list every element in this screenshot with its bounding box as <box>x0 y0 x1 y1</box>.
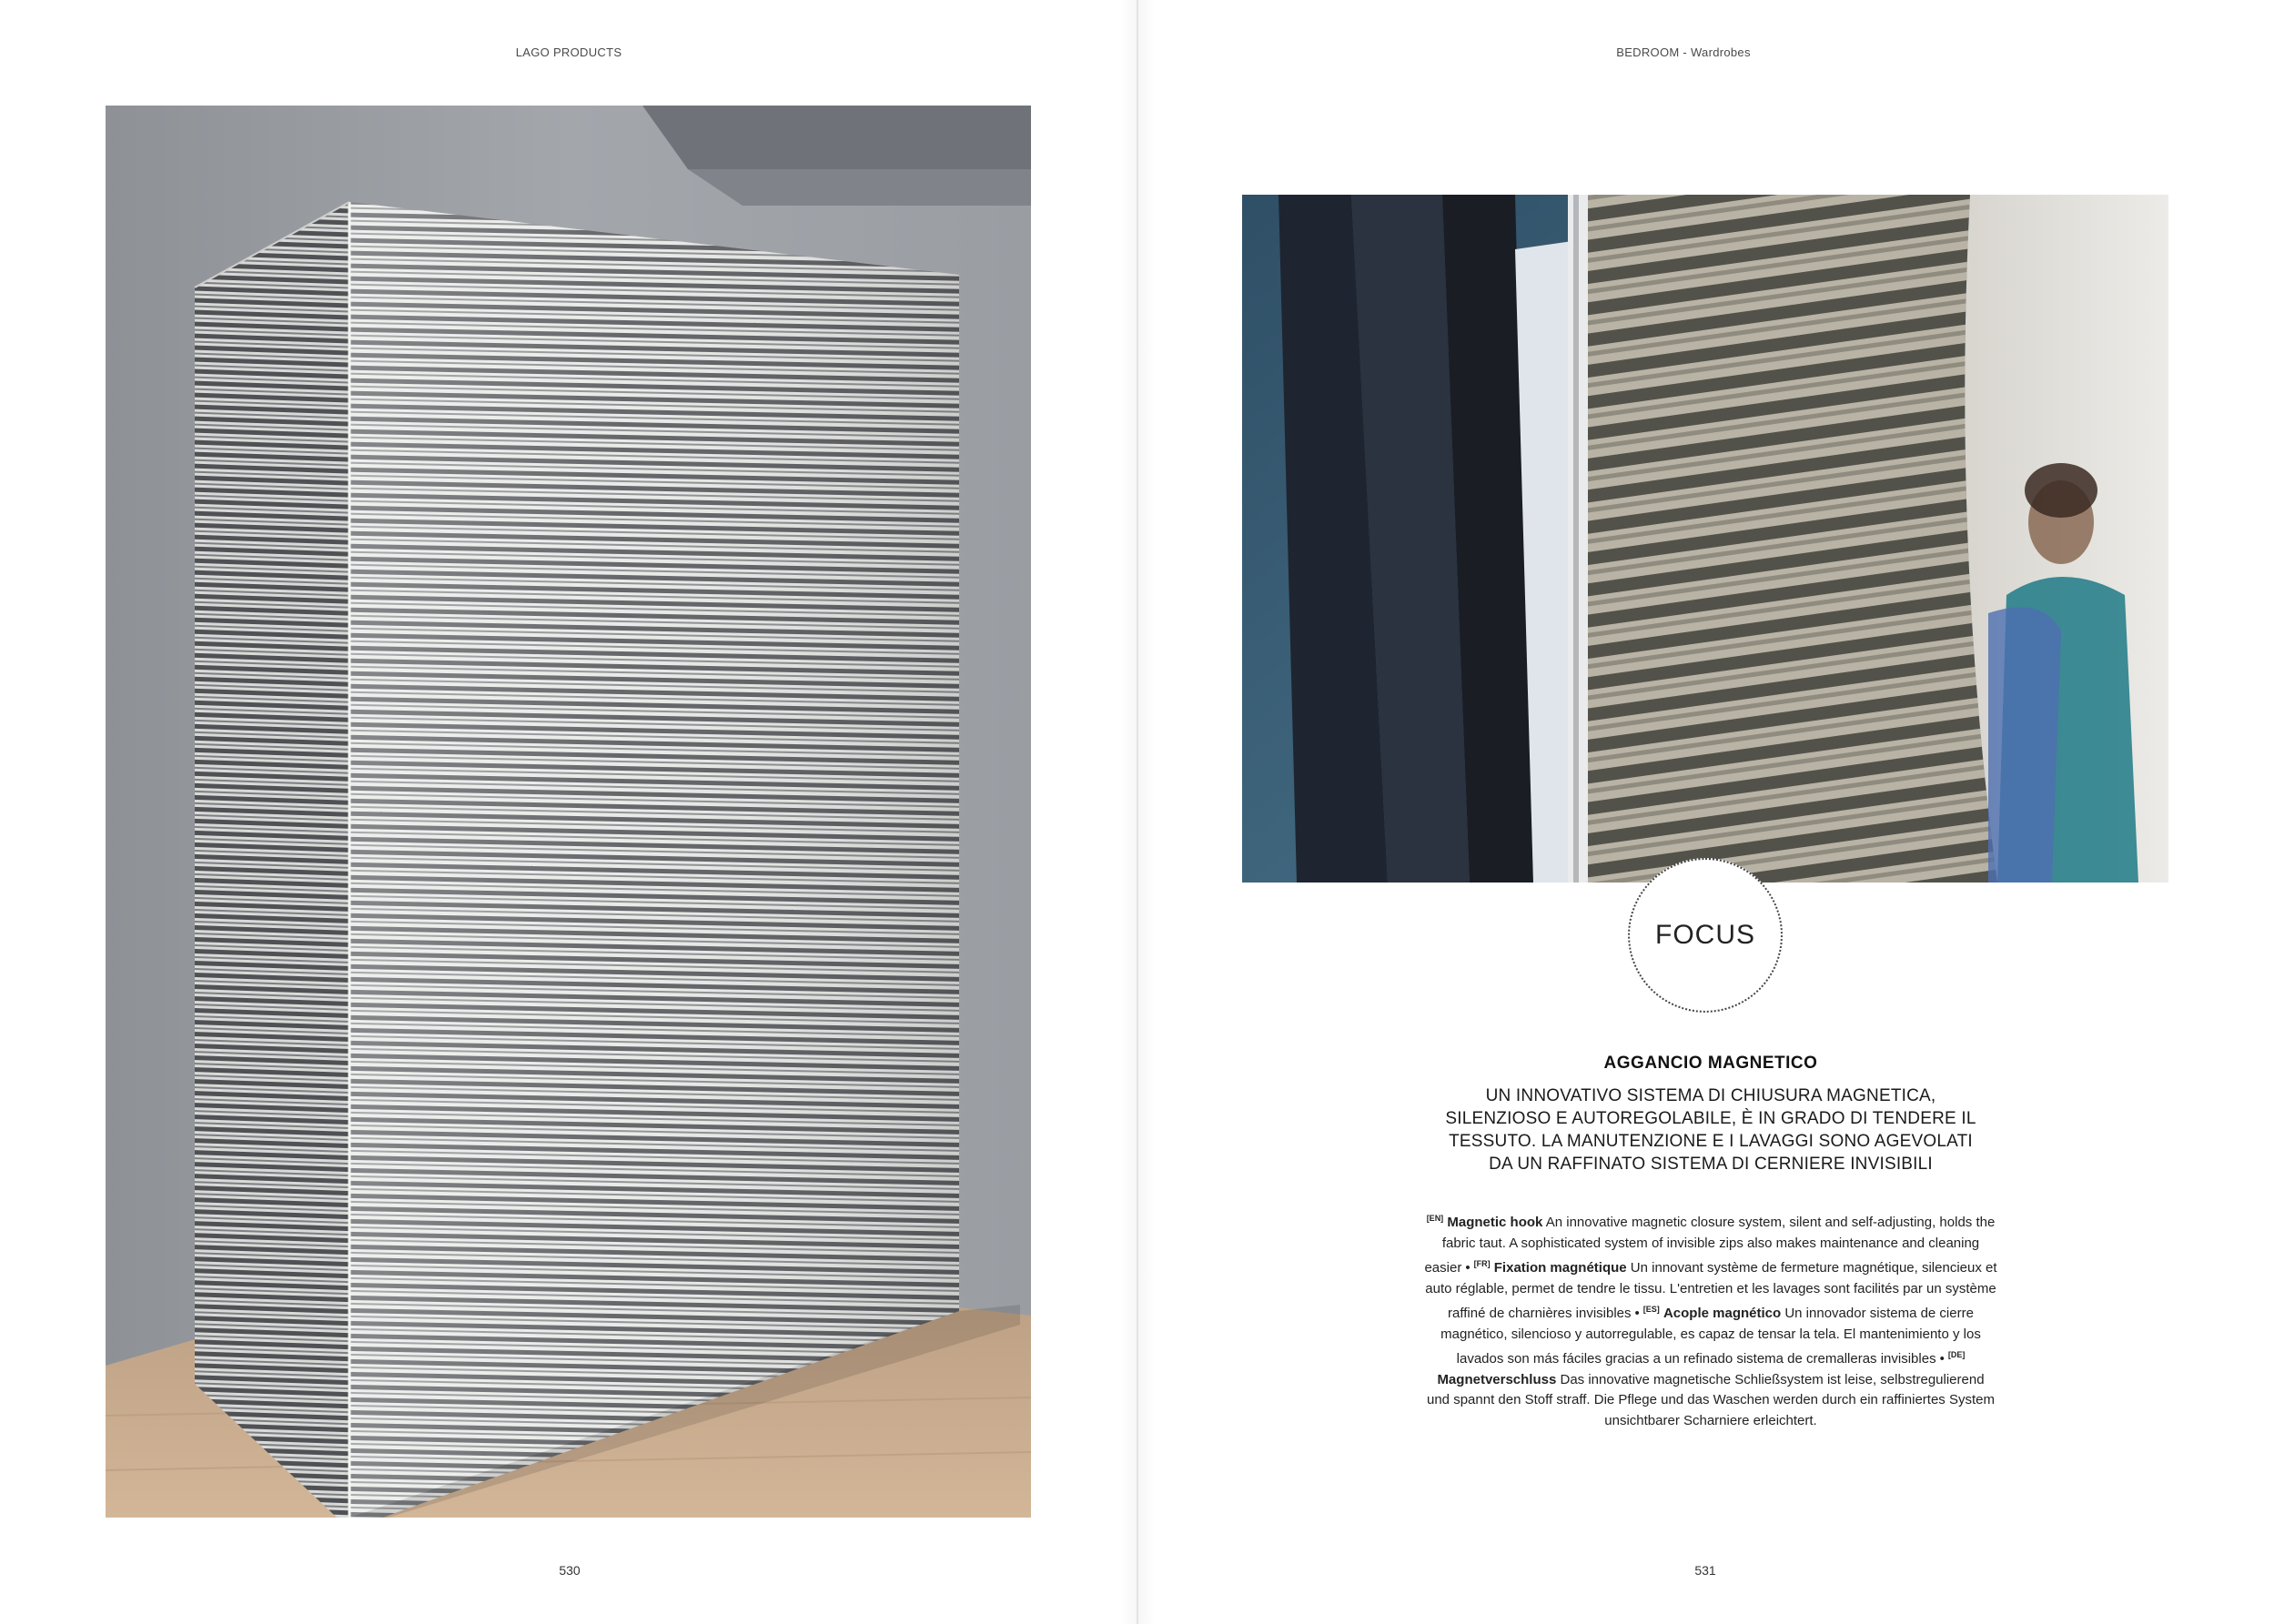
text-de: Das innovative magnetische Schließsystem ist leise, selbstregulierend und spannt den Stoff straff. Die Pflege und das Waschen werden durch ein raffiniertes System unsichtbarer Scharniere erleichtert. <box>1427 1371 1995 1428</box>
wardrobe-illustration <box>106 106 1031 1518</box>
right-page-number: 531 <box>1694 1563 1716 1578</box>
article-lead: UN INNOVATIVO SISTEMA DI CHIUSURA MAGNETICA, SILENZIOSO E AUTOREGOLABILE, È IN GRADO DI TENDERE IL TESSUTO. LA MANUTENZIONE E I LAVAGGI SONO AGEVOLATI DA UN RAFFINATO SISTEMA DI CERNIERE INVISIBILI <box>1445 1086 1976 1174</box>
separator-bullet: • <box>1465 1260 1471 1276</box>
lang-tag-de: [DE] <box>1947 1350 1966 1359</box>
detail-illustration <box>1242 195 2168 883</box>
wardrobe-detail-photo <box>1242 195 2168 883</box>
lang-tag-en: [EN] <box>1426 1214 1444 1223</box>
term-es: Acople magnético <box>1663 1306 1782 1321</box>
text-en: An innovative magnetic closure system, silent and self-adjusting, holds the fabric taut. A sophisticated system of invisible zips also makes maintenance and cleaning easier <box>1424 1215 1996 1276</box>
text-fr: Un innovant système de fermeture magnétique, silencieux et auto réglable, permet de tendre le tissu. L'entretien et les lavages sont facilités par un système raffiné de charnières invisibles <box>1425 1260 1997 1321</box>
term-fr: Fixation magnétique <box>1493 1260 1627 1276</box>
text-es: Un innovador sistema de cierre magnético, silencioso y autorregulable, es capaz de tensar la tela. El mantenimiento y los lavados son más fáciles gracias a un refinado sistema de cremalleras invisibles <box>1440 1306 1981 1367</box>
multilingual-body <box>1424 1208 1997 1431</box>
focus-label: FOCUS <box>1655 920 1755 950</box>
lang-tag-es: [ES] <box>1642 1305 1660 1314</box>
page-gutter <box>1137 0 1138 1624</box>
separator-bullet: • <box>1939 1351 1945 1367</box>
left-running-head: LAGO PRODUCTS <box>515 45 622 59</box>
right-running-head: BEDROOM - Wardrobes <box>1616 45 1751 59</box>
focus-badge <box>1628 858 1783 1013</box>
wardrobe-photo <box>106 106 1031 1518</box>
term-en: Magnetic hook <box>1447 1215 1543 1230</box>
separator-bullet: • <box>1634 1306 1640 1321</box>
left-page-number: 530 <box>559 1563 581 1578</box>
lang-tag-fr: [FR] <box>1473 1259 1491 1268</box>
term-de: Magnetverschluss <box>1437 1371 1557 1387</box>
article-headline: AGGANCIO MAGNETICO <box>1603 1054 1818 1073</box>
